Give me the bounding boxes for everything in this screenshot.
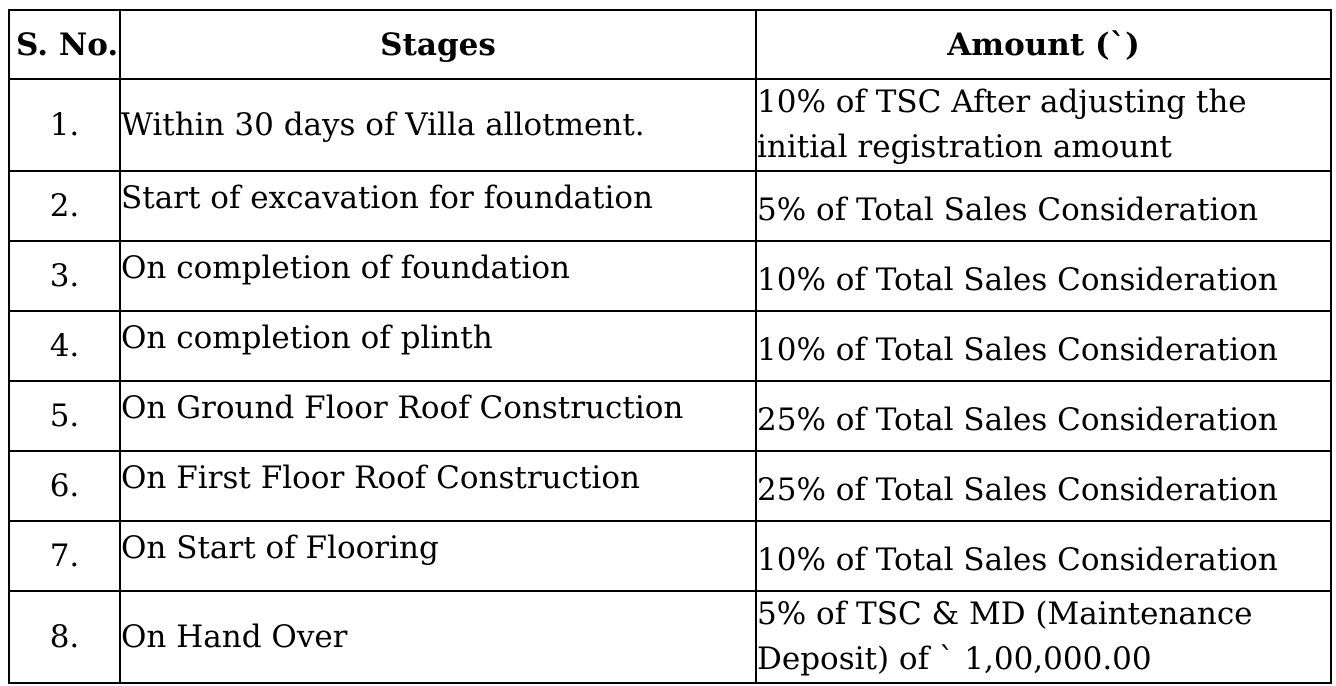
row-sno: 5. bbox=[9, 381, 120, 451]
row-stage: Start of excavation for foundation bbox=[120, 171, 756, 241]
row-sno: 2. bbox=[9, 171, 120, 241]
row-stage: Within 30 days of Villa allotment. bbox=[120, 79, 756, 171]
header-stages: Stages bbox=[120, 10, 756, 79]
table-row bbox=[9, 451, 1331, 521]
row-sno: 6. bbox=[9, 451, 120, 521]
row-amount bbox=[756, 521, 1331, 591]
table-row bbox=[9, 591, 1331, 683]
row-amount bbox=[756, 591, 1331, 683]
row-stage: On completion of plinth bbox=[120, 311, 756, 381]
row-sno: 7. bbox=[9, 521, 120, 591]
table-row bbox=[9, 79, 1331, 171]
header-sno: S. No. bbox=[9, 10, 120, 79]
row-sno: 1. bbox=[9, 79, 120, 171]
row-sno: 8. bbox=[9, 591, 120, 683]
row-amount-text: 10% of Total Sales Consideration bbox=[757, 542, 1278, 578]
table-header-row bbox=[9, 10, 1331, 79]
row-amount-text: 5% of TSC & MD (Maintenance Deposit) of ` 1,00,000.00 bbox=[757, 596, 1253, 677]
row-amount-text: 10% of Total Sales Consideration bbox=[757, 332, 1278, 368]
row-stage: On First Floor Roof Construction bbox=[120, 451, 756, 521]
table-row bbox=[9, 521, 1331, 591]
row-amount bbox=[756, 171, 1331, 241]
row-stage: On Start of Flooring bbox=[120, 521, 756, 591]
row-amount bbox=[756, 381, 1331, 451]
row-amount-text: 25% of Total Sales Consideration bbox=[757, 472, 1278, 508]
row-stage: On completion of foundation bbox=[120, 241, 756, 311]
row-amount-text: 10% of TSC After adjusting the initial registration amount bbox=[757, 84, 1247, 165]
header-amount: Amount (`) bbox=[756, 10, 1331, 79]
payment-schedule-table bbox=[8, 9, 1332, 684]
row-amount bbox=[756, 451, 1331, 521]
table-row bbox=[9, 311, 1331, 381]
row-sno: 3. bbox=[9, 241, 120, 311]
row-amount bbox=[756, 311, 1331, 381]
row-stage: On Hand Over bbox=[120, 591, 756, 683]
table-row bbox=[9, 241, 1331, 311]
row-amount bbox=[756, 79, 1331, 171]
row-amount-text: 10% of Total Sales Consideration bbox=[757, 262, 1278, 298]
table-row bbox=[9, 171, 1331, 241]
row-amount-text: 5% of Total Sales Consideration bbox=[757, 192, 1259, 228]
row-amount bbox=[756, 241, 1331, 311]
table-row bbox=[9, 381, 1331, 451]
row-sno: 4. bbox=[9, 311, 120, 381]
row-amount-text: 25% of Total Sales Consideration bbox=[757, 402, 1278, 438]
row-stage: On Ground Floor Roof Construction bbox=[120, 381, 756, 451]
